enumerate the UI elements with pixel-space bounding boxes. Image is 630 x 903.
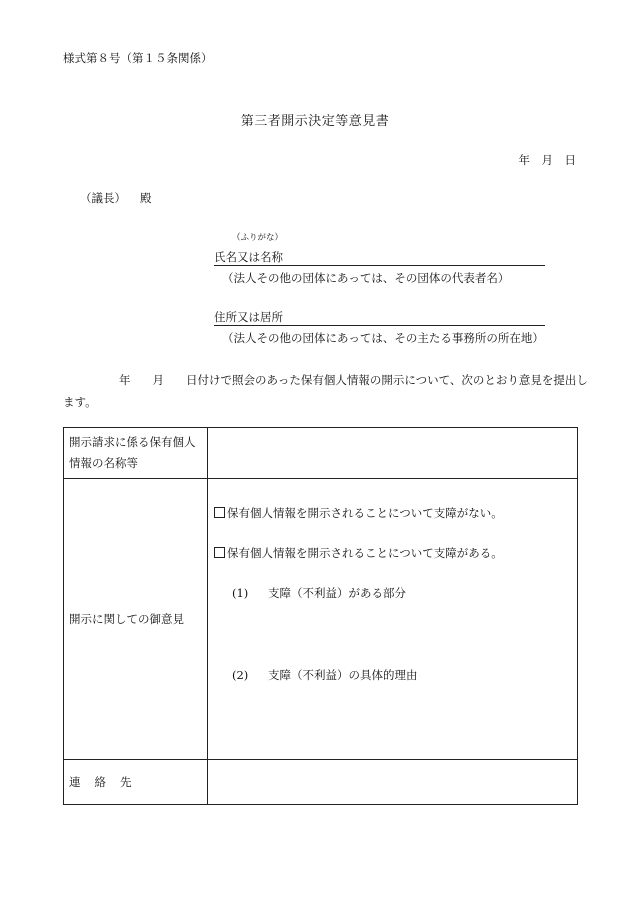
body-text: 日付けで照会のあった保有個人情報の開示について、次のとおり意見を提出します。 (63, 373, 588, 409)
name-field[interactable] (214, 249, 545, 266)
body-year: 年 (119, 373, 131, 387)
body-paragraph (63, 369, 591, 413)
option-objection-text: 保有個人情報を開示されることについて支障がある。 (227, 546, 503, 560)
form-number: 様式第８号（第１５条関係） (63, 51, 213, 65)
objection-reason-number: (2) (232, 668, 249, 682)
objection-reason-text: 支障（不利益）の具体的理由 (268, 668, 418, 682)
checkbox-objection[interactable] (214, 547, 225, 558)
objection-part-number: (1) (232, 586, 249, 600)
addressee-honorific: 殿 (140, 191, 152, 205)
opinion-label: 開示に関しての御意見 (64, 479, 208, 760)
opinion-table (63, 427, 578, 805)
address-label: 住所又は居所 (214, 310, 283, 324)
objection-part-text: 支障（不利益）がある部分 (268, 586, 406, 600)
contact-cell[interactable] (208, 760, 578, 805)
contact-label: 連絡先 (64, 760, 208, 805)
table-row (64, 428, 578, 479)
name-note: （法人その他の団体にあっては、その団体の代表者名） (222, 271, 510, 285)
option-no-objection[interactable] (214, 505, 503, 521)
body-month: 月 (152, 373, 164, 387)
document-title: 第三者開示決定等意見書 (240, 114, 390, 129)
address-note: （法人その他の団体にあっては、その主たる事務所の所在地） (222, 331, 544, 345)
furigana-label: （ふりがな） (232, 233, 284, 243)
name-label: 氏名又は名称 (214, 250, 283, 264)
info-name-label: 開示請求に係る保有個人情報の名称等 (64, 428, 208, 479)
table-row (64, 760, 578, 805)
objection-part (232, 585, 406, 601)
table-row (64, 479, 578, 760)
addressee-name: （議長） (80, 191, 126, 205)
info-name-cell[interactable] (208, 428, 578, 479)
option-no-objection-text: 保有個人情報を開示されることについて支障がない。 (227, 506, 503, 520)
address-field[interactable] (214, 309, 545, 326)
date-field: 年 月 日 (518, 153, 576, 167)
checkbox-no-objection[interactable] (214, 507, 225, 518)
opinion-cell (208, 479, 578, 760)
addressee (80, 190, 152, 206)
option-objection[interactable] (214, 545, 503, 561)
objection-reason (232, 667, 418, 683)
